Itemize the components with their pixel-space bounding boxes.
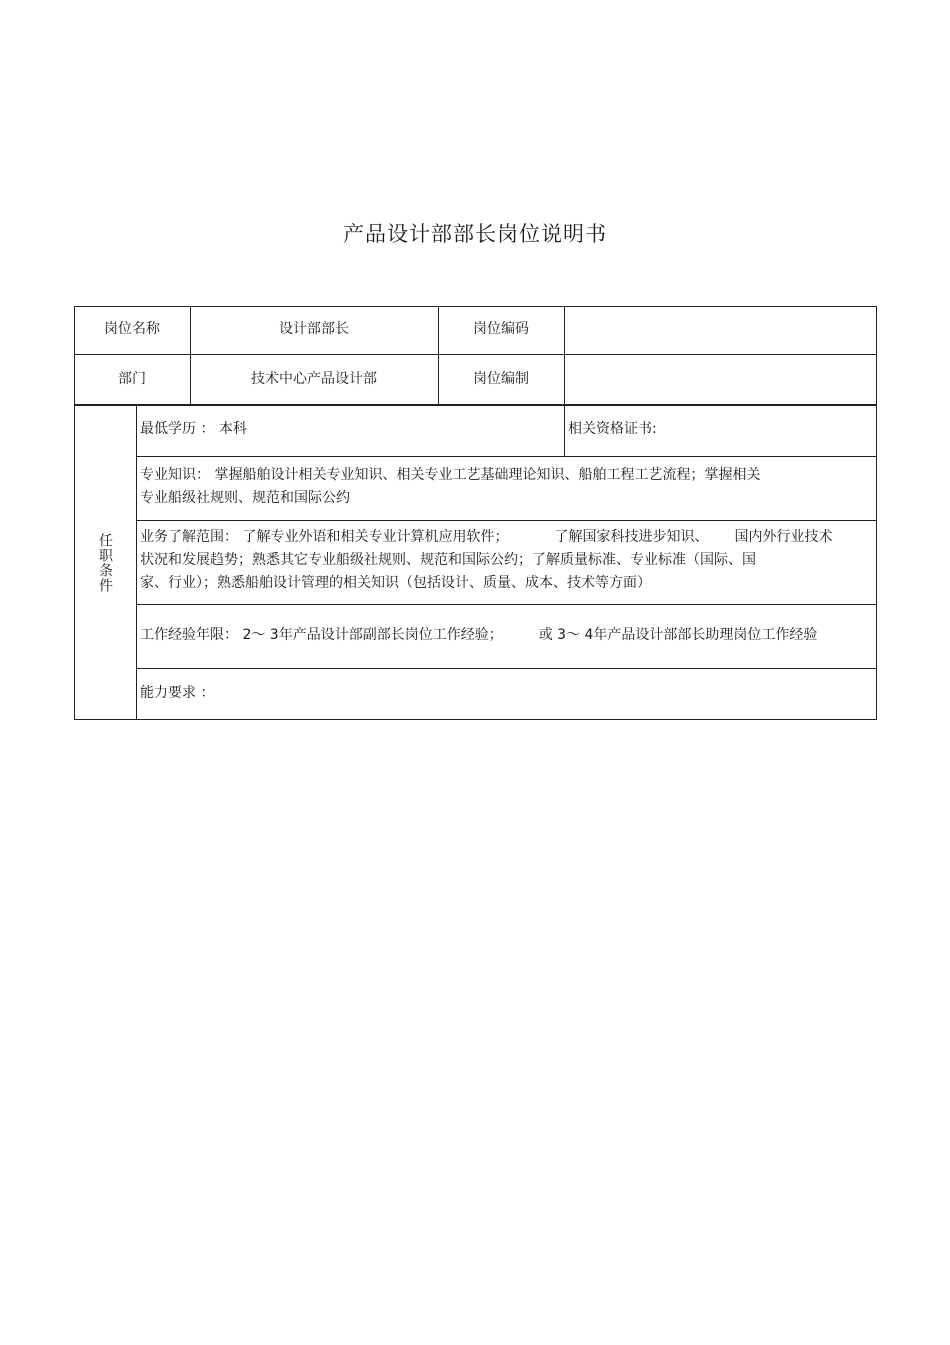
headcount-label: 岗位编制 <box>473 371 529 387</box>
business-scope-text: 了解国家科技进步知识、 <box>554 529 709 545</box>
col-divider <box>564 306 565 404</box>
ability-field: 能力要求 ： <box>140 685 215 701</box>
knowledge-line: 专业知识： 掌握船舶设计相关专业知识、相关专业工艺基础理论知识、船舶工程工艺流程；掌握相关 <box>140 467 761 483</box>
education-field: 最低学历 ： 本科 <box>140 421 247 437</box>
business-scope-text: 业务了解范围： 了解专业外语和相关专业计算机应用软件； <box>140 529 509 545</box>
row-divider <box>136 604 877 605</box>
experience-text: 工作经验年限： 2～ 3年产品设计部副部长岗位工作经验； <box>140 627 503 643</box>
post-name-value: 设计部部长 <box>279 321 349 337</box>
post-name-label: 岗位名称 <box>104 321 160 337</box>
table-border-right <box>876 306 877 720</box>
post-code-label: 岗位编码 <box>473 321 529 337</box>
business-scope-text: 国内外行业技术 <box>734 529 833 545</box>
experience-text: 或 3～ 4年产品设计部部长助理岗位工作经验 <box>538 627 818 643</box>
knowledge-field <box>140 464 870 510</box>
business-scope-line: 家、行业）；熟悉船舶设计管理的相关知识（包括设计、质量、成本、技术等方面） <box>140 575 651 591</box>
col-divider <box>564 404 565 456</box>
experience-field <box>140 624 870 647</box>
business-scope-line <box>140 526 870 549</box>
requirements-label-text: 任职条件 <box>97 533 113 593</box>
job-description-table <box>74 306 877 720</box>
row-divider <box>74 354 877 355</box>
requirements-section-label <box>74 406 136 720</box>
business-scope-field <box>140 526 870 595</box>
page-title: 产品设计部部长岗位说明书 <box>343 222 607 246</box>
row-divider <box>136 520 877 521</box>
table-border-bottom <box>74 719 877 720</box>
row-divider <box>136 456 877 457</box>
department-value: 技术中心产品设计部 <box>251 371 377 387</box>
row-divider <box>136 668 877 669</box>
knowledge-line: 专业船级社规则、规范和国际公约 <box>140 490 350 506</box>
certificate-field: 相关资格证书: <box>568 421 657 437</box>
col-divider <box>136 404 137 720</box>
business-scope-line: 状况和发展趋势；熟悉其它专业船级社规则、规范和国际公约；了解质量标准、专业标准（国际、国 <box>140 552 756 568</box>
table-border-top <box>74 306 877 307</box>
department-label: 部门 <box>118 371 146 387</box>
section-divider <box>74 404 877 406</box>
